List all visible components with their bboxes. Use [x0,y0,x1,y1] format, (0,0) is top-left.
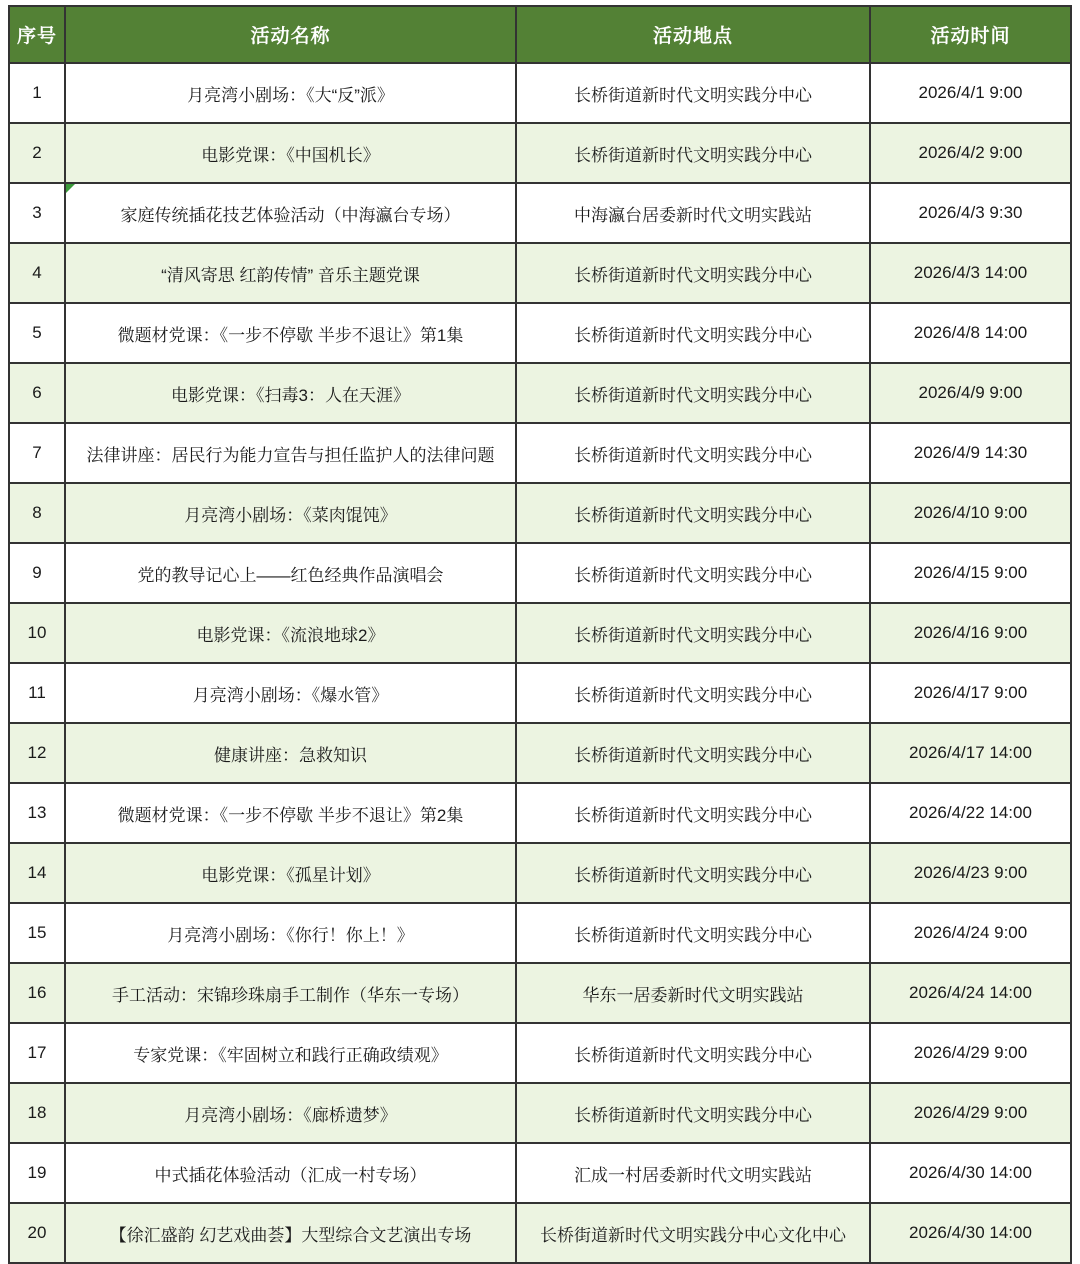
table-row [9,1083,1071,1143]
cell-activity-time: 2026/4/17 14:00 [870,723,1071,783]
cell-activity-name: 手工活动：宋锦珍珠扇手工制作（华东一专场） [65,963,516,1023]
column-header-location: 活动地点 [516,6,870,63]
cell-activity-name: 家庭传统插花技艺体验活动（中海瀛台专场） [65,183,516,243]
cell-index: 9 [9,543,65,603]
cell-activity-time: 2026/4/24 9:00 [870,903,1071,963]
cell-activity-name: 月亮湾小剧场：《爆水管》 [65,663,516,723]
table-row [9,1203,1071,1263]
cell-activity-location: 长桥街道新时代文明实践分中心 [516,603,870,663]
cell-activity-location: 长桥街道新时代文明实践分中心文化中心 [516,1203,870,1263]
cell-index: 18 [9,1083,65,1143]
column-header-index: 序号 [9,6,65,63]
cell-activity-location: 长桥街道新时代文明实践分中心 [516,363,870,423]
cell-activity-time: 2026/4/1 9:00 [870,63,1071,123]
table-row [9,603,1071,663]
cell-activity-location: 长桥街道新时代文明实践分中心 [516,243,870,303]
cell-activity-time: 2026/4/16 9:00 [870,603,1071,663]
cell-activity-name: 微题材党课：《一步不停歇 半步不退让》第1集 [65,303,516,363]
cell-activity-location: 长桥街道新时代文明实践分中心 [516,723,870,783]
cell-index: 19 [9,1143,65,1203]
cell-activity-time: 2026/4/9 9:00 [870,363,1071,423]
cell-activity-name: 健康讲座：急救知识 [65,723,516,783]
cell-activity-time: 2026/4/9 14:30 [870,423,1071,483]
cell-activity-name: 中式插花体验活动（汇成一村专场） [65,1143,516,1203]
table-row [9,843,1071,903]
table-row [9,1023,1071,1083]
table-row [9,783,1071,843]
cell-index: 2 [9,123,65,183]
cell-activity-time: 2026/4/3 14:00 [870,243,1071,303]
cell-index: 16 [9,963,65,1023]
cell-activity-time: 2026/4/24 14:00 [870,963,1071,1023]
cell-activity-name: 电影党课：《扫毒3：人在天涯》 [65,363,516,423]
cell-activity-location: 中海瀛台居委新时代文明实践站 [516,183,870,243]
cell-activity-name: 党的教导记心上——红色经典作品演唱会 [65,543,516,603]
table-row [9,63,1071,123]
cell-index: 1 [9,63,65,123]
cell-activity-location: 长桥街道新时代文明实践分中心 [516,483,870,543]
table-row [9,243,1071,303]
cell-index: 17 [9,1023,65,1083]
table-row [9,423,1071,483]
table-row [9,1143,1071,1203]
table-row [9,963,1071,1023]
cell-activity-location: 长桥街道新时代文明实践分中心 [516,63,870,123]
cell-index: 5 [9,303,65,363]
header-row [9,6,1071,63]
activity-table [8,5,1072,1264]
cell-activity-time: 2026/4/17 9:00 [870,663,1071,723]
column-header-name: 活动名称 [65,6,516,63]
cell-error-corner-icon [66,184,75,193]
cell-index: 20 [9,1203,65,1263]
column-header-time: 活动时间 [870,6,1071,63]
cell-activity-name: 月亮湾小剧场：《大“反”派》 [65,63,516,123]
cell-activity-name: 月亮湾小剧场：《你行！你上！》 [65,903,516,963]
table-body [9,63,1071,1263]
cell-activity-time: 2026/4/29 9:00 [870,1083,1071,1143]
cell-index: 11 [9,663,65,723]
cell-activity-name: 电影党课：《中国机长》 [65,123,516,183]
table-row [9,723,1071,783]
cell-index: 15 [9,903,65,963]
cell-activity-time: 2026/4/3 9:30 [870,183,1071,243]
table-row [9,183,1071,243]
table-header [9,6,1071,63]
cell-activity-time: 2026/4/22 14:00 [870,783,1071,843]
cell-activity-name: 微题材党课：《一步不停歇 半步不退让》第2集 [65,783,516,843]
table-row [9,663,1071,723]
table-row [9,303,1071,363]
cell-activity-location: 长桥街道新时代文明实践分中心 [516,1083,870,1143]
cell-activity-location: 长桥街道新时代文明实践分中心 [516,543,870,603]
table-row [9,483,1071,543]
cell-activity-name: 电影党课：《孤星计划》 [65,843,516,903]
cell-index: 13 [9,783,65,843]
cell-activity-time: 2026/4/29 9:00 [870,1023,1071,1083]
cell-activity-location: 长桥街道新时代文明实践分中心 [516,843,870,903]
cell-activity-time: 2026/4/8 14:00 [870,303,1071,363]
cell-index: 4 [9,243,65,303]
table-row [9,903,1071,963]
cell-index: 3 [9,183,65,243]
cell-activity-name: 【徐汇盛韵 幻艺戏曲荟】大型综合文艺演出专场 [65,1203,516,1263]
cell-activity-time: 2026/4/15 9:00 [870,543,1071,603]
cell-activity-location: 华东一居委新时代文明实践站 [516,963,870,1023]
cell-activity-time: 2026/4/2 9:00 [870,123,1071,183]
cell-activity-time: 2026/4/10 9:00 [870,483,1071,543]
cell-activity-name: 电影党课：《流浪地球2》 [65,603,516,663]
cell-index: 10 [9,603,65,663]
table-row [9,363,1071,423]
cell-activity-location: 长桥街道新时代文明实践分中心 [516,783,870,843]
table-row [9,543,1071,603]
cell-activity-name: 法律讲座：居民行为能力宣告与担任监护人的法律问题 [65,423,516,483]
cell-index: 7 [9,423,65,483]
cell-activity-location: 长桥街道新时代文明实践分中心 [516,303,870,363]
cell-index: 14 [9,843,65,903]
cell-index: 6 [9,363,65,423]
cell-activity-name: 专家党课：《牢固树立和践行正确政绩观》 [65,1023,516,1083]
activity-schedule [8,5,1070,1264]
cell-activity-location: 汇成一村居委新时代文明实践站 [516,1143,870,1203]
cell-activity-name: “清风寄思 红韵传情” 音乐主题党课 [65,243,516,303]
cell-activity-name: 月亮湾小剧场：《菜肉馄饨》 [65,483,516,543]
cell-activity-time: 2026/4/23 9:00 [870,843,1071,903]
cell-activity-location: 长桥街道新时代文明实践分中心 [516,423,870,483]
table-row [9,123,1071,183]
cell-activity-location: 长桥街道新时代文明实践分中心 [516,903,870,963]
cell-activity-time: 2026/4/30 14:00 [870,1203,1071,1263]
cell-activity-location: 长桥街道新时代文明实践分中心 [516,1023,870,1083]
cell-activity-location: 长桥街道新时代文明实践分中心 [516,663,870,723]
cell-activity-time: 2026/4/30 14:00 [870,1143,1071,1203]
cell-index: 8 [9,483,65,543]
cell-index: 12 [9,723,65,783]
cell-activity-location: 长桥街道新时代文明实践分中心 [516,123,870,183]
cell-activity-name: 月亮湾小剧场：《廊桥遗梦》 [65,1083,516,1143]
